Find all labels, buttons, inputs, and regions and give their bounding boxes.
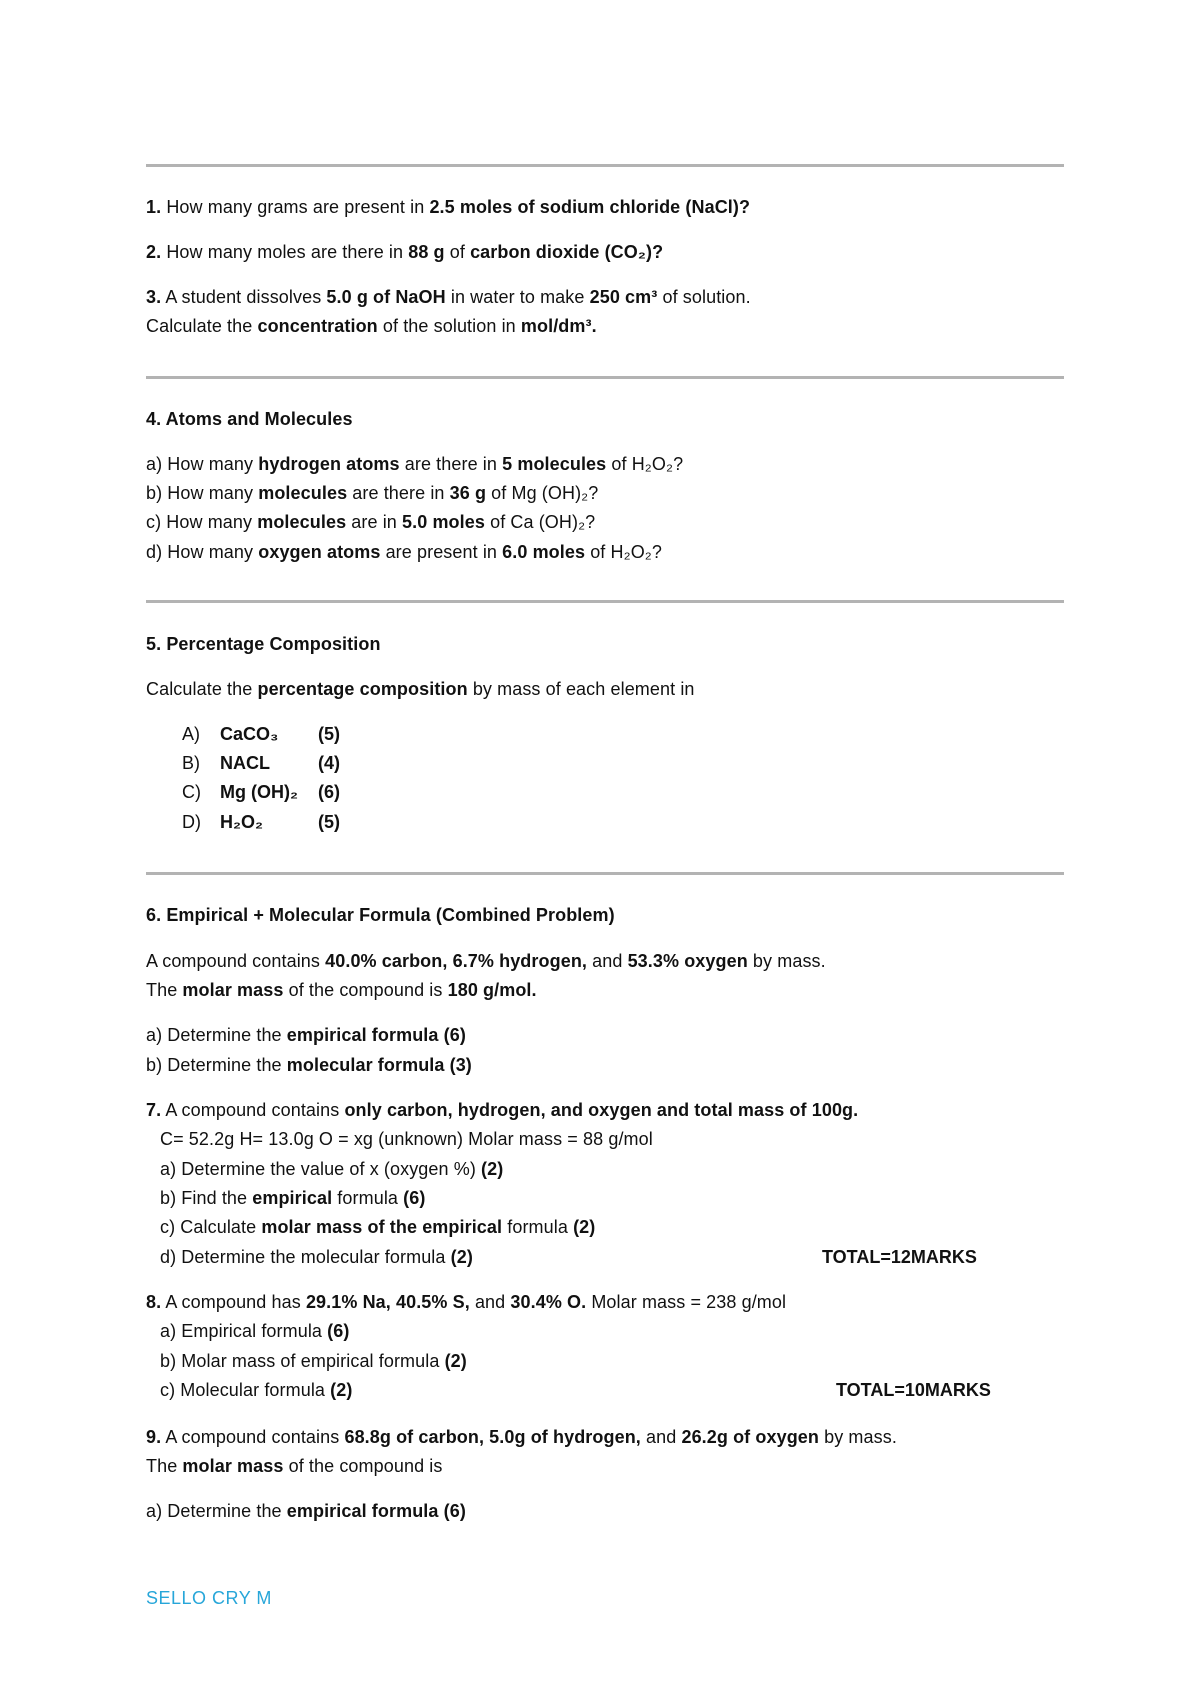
question-emphasis: mol/dm³.: [520, 316, 597, 336]
question-emphasis: oxygen atoms: [258, 542, 381, 562]
question-text: by mass of each element in: [467, 679, 695, 699]
question-text: A student dissolves: [161, 287, 327, 307]
question-text: d) Determine the molecular formula: [160, 1247, 451, 1267]
question-emphasis: only carbon, hydrogen, and oxygen and total mass of 100g.: [344, 1100, 859, 1120]
list-item-letter: C): [182, 782, 201, 802]
heading-text: 5. Percentage Composition: [146, 634, 381, 654]
list-item-marks: (5): [318, 724, 340, 744]
question-text: of H₂O₂?: [606, 454, 684, 474]
question-1: [146, 196, 750, 218]
question-text: c) Calculate: [160, 1217, 262, 1237]
question-emphasis: molecules: [257, 512, 347, 532]
question-text: c) Molecular formula: [160, 1380, 331, 1400]
question-9-line-2: [146, 1455, 442, 1477]
section-divider: [146, 600, 1064, 603]
question-text: a) Determine the: [146, 1501, 287, 1521]
question-emphasis: molar mass: [182, 1456, 284, 1476]
total-marks-7: TOTAL=12MARKS: [822, 1247, 977, 1267]
question-emphasis: 29.1% Na, 40.5% S,: [305, 1292, 470, 1312]
heading-text: 4. Atoms and Molecules: [146, 409, 353, 429]
question-number: 3.: [146, 287, 162, 307]
question-7-data: [160, 1128, 653, 1150]
question-text: b) Determine the: [146, 1055, 287, 1075]
question-number: 9.: [146, 1427, 162, 1447]
question-text: d) How many: [146, 542, 259, 562]
question-text: a) Determine the value of x (oxygen %): [160, 1159, 482, 1179]
question-emphasis: 5.0 moles: [402, 512, 485, 532]
question-emphasis: 5 molecules: [502, 454, 607, 474]
question-text: Calculate the: [146, 316, 258, 336]
section-divider: [146, 872, 1064, 875]
question-8b: [160, 1350, 467, 1372]
question-text: are there in: [399, 454, 503, 474]
question-4d: [146, 541, 662, 563]
question-text: and: [469, 1292, 511, 1312]
question-text: b) Find the: [160, 1188, 253, 1208]
question-emphasis: (6): [403, 1188, 426, 1208]
question-4c: [146, 511, 595, 533]
question-emphasis: 5.0 g of NaOH: [326, 287, 446, 307]
list-item-compound: H₂O₂: [220, 812, 263, 832]
question-7b: [160, 1187, 425, 1209]
question-emphasis: 53.3% oxygen: [627, 951, 748, 971]
question-8c: [160, 1379, 352, 1401]
question-emphasis: carbon dioxide (CO₂)?: [470, 242, 664, 262]
question-number: 2.: [146, 242, 162, 262]
question-7d: [160, 1246, 473, 1268]
question-4a: [146, 453, 683, 475]
question-emphasis: (2): [573, 1217, 596, 1237]
question-text: Molar mass = 238 g/mol: [586, 1292, 787, 1312]
question-6-line-2: [146, 979, 537, 1001]
question-text: The: [146, 1456, 183, 1476]
question-text: of the compound is: [283, 980, 448, 1000]
question-emphasis: 2.5 moles of sodium chloride (NaCl)?: [429, 197, 751, 217]
list-item-compound: Mg (OH)₂: [220, 782, 298, 802]
list-item-compound: NACL: [220, 753, 270, 773]
question-emphasis: 40.0% carbon, 6.7% hydrogen,: [325, 951, 588, 971]
question-text: and: [640, 1427, 682, 1447]
question-text: b) How many: [146, 483, 259, 503]
question-text: of the solution in: [377, 316, 521, 336]
question-text: a) Empirical formula: [160, 1321, 328, 1341]
question-emphasis: (2): [450, 1247, 473, 1267]
question-text: a) Determine the: [146, 1025, 287, 1045]
question-text: A compound contains: [161, 1100, 345, 1120]
question-emphasis: molar mass: [182, 980, 284, 1000]
question-7c: [160, 1216, 595, 1238]
question-text: by mass.: [747, 951, 826, 971]
question-5-intro: [146, 678, 695, 700]
list-item-letter: A): [182, 724, 200, 744]
question-7a: [160, 1158, 503, 1180]
question-text: c) How many: [146, 512, 258, 532]
question-emphasis: 250 cm³: [589, 287, 658, 307]
question-emphasis: concentration: [257, 316, 378, 336]
question-emphasis: (2): [481, 1159, 504, 1179]
question-text: of H₂O₂?: [585, 542, 662, 562]
question-emphasis: 68.8g of carbon, 5.0g of hydrogen,: [344, 1427, 641, 1447]
question-text: in water to make: [445, 287, 590, 307]
question-text: A compound contains: [146, 951, 326, 971]
question-emphasis: empirical: [252, 1188, 333, 1208]
question-text: and: [587, 951, 628, 971]
question-emphasis: hydrogen atoms: [258, 454, 400, 474]
question-emphasis: empirical formula (6): [286, 1025, 466, 1045]
list-item-marks: (6): [318, 782, 340, 802]
section-heading-atoms-molecules: [146, 408, 353, 430]
question-text: b) Molar mass of empirical formula: [160, 1351, 445, 1371]
list-item-marks: (4): [318, 753, 340, 773]
question-6-line-1: [146, 950, 826, 972]
total-marks-8: TOTAL=10MARKS: [836, 1380, 991, 1400]
question-text: are there in: [347, 483, 450, 503]
question-text: formula: [502, 1217, 574, 1237]
question-text: of Ca (OH)₂?: [484, 512, 596, 532]
question-text: of the compound is: [283, 1456, 443, 1476]
question-emphasis: 26.2g of oxygen: [681, 1427, 819, 1447]
question-emphasis: molar mass of the empirical: [261, 1217, 503, 1237]
question-6a: [146, 1024, 466, 1046]
question-emphasis: (6): [327, 1321, 350, 1341]
question-text: by mass.: [819, 1427, 897, 1447]
heading-text: 6. Empirical + Molecular Formula (Combined Problem): [146, 905, 615, 925]
question-text: formula: [332, 1188, 404, 1208]
list-item-letter: B): [182, 753, 200, 773]
question-number: 7.: [146, 1100, 162, 1120]
question-emphasis: molecules: [258, 483, 348, 503]
question-emphasis: 36 g: [449, 483, 487, 503]
question-6b: [146, 1054, 472, 1076]
question-3: [146, 286, 751, 308]
footer-author: SELLO CRY M: [146, 1588, 272, 1608]
question-text: of Mg (OH)₂?: [486, 483, 599, 503]
question-emphasis: empirical formula (6): [286, 1501, 466, 1521]
question-text: a) How many: [146, 454, 259, 474]
question-2: [146, 241, 663, 263]
question-text: Calculate the: [146, 679, 258, 699]
section-divider: [146, 164, 1064, 167]
section-heading-empirical-molecular: [146, 904, 615, 926]
section-heading-percentage-composition: [146, 633, 381, 655]
question-9: [146, 1426, 897, 1448]
question-text: of: [444, 242, 471, 262]
question-8a: [160, 1320, 349, 1342]
question-7: [146, 1099, 858, 1121]
section-divider: [146, 376, 1064, 379]
question-text: are present in: [380, 542, 503, 562]
question-emphasis: 180 g/mol.: [447, 980, 537, 1000]
question-text: How many moles are there in: [161, 242, 409, 262]
question-text: of solution.: [657, 287, 751, 307]
question-8: [146, 1291, 786, 1313]
question-emphasis: 30.4% O.: [510, 1292, 587, 1312]
question-emphasis: molecular formula (3): [286, 1055, 472, 1075]
list-item-marks: (5): [318, 812, 340, 832]
list-item-letter: D): [182, 812, 201, 832]
question-3-line-2: [146, 315, 597, 337]
question-4b: [146, 482, 598, 504]
question-text: A compound has: [161, 1292, 306, 1312]
question-text: How many grams are present in: [161, 197, 430, 217]
question-emphasis: percentage composition: [257, 679, 468, 699]
question-text: are in: [346, 512, 403, 532]
question-number: 1.: [146, 197, 162, 217]
question-emphasis: (2): [444, 1351, 467, 1371]
question-text: C= 52.2g H= 13.0g O = xg (unknown) Molar mass = 88 g/mol: [160, 1129, 653, 1149]
question-number: 8.: [146, 1292, 162, 1312]
question-emphasis: 6.0 moles: [502, 542, 586, 562]
question-emphasis: (2): [330, 1380, 353, 1400]
question-text: A compound contains: [161, 1427, 345, 1447]
question-emphasis: 88 g: [408, 242, 445, 262]
question-9a: [146, 1500, 466, 1522]
question-text: The: [146, 980, 183, 1000]
list-item-compound: CaCO₃: [220, 724, 279, 744]
